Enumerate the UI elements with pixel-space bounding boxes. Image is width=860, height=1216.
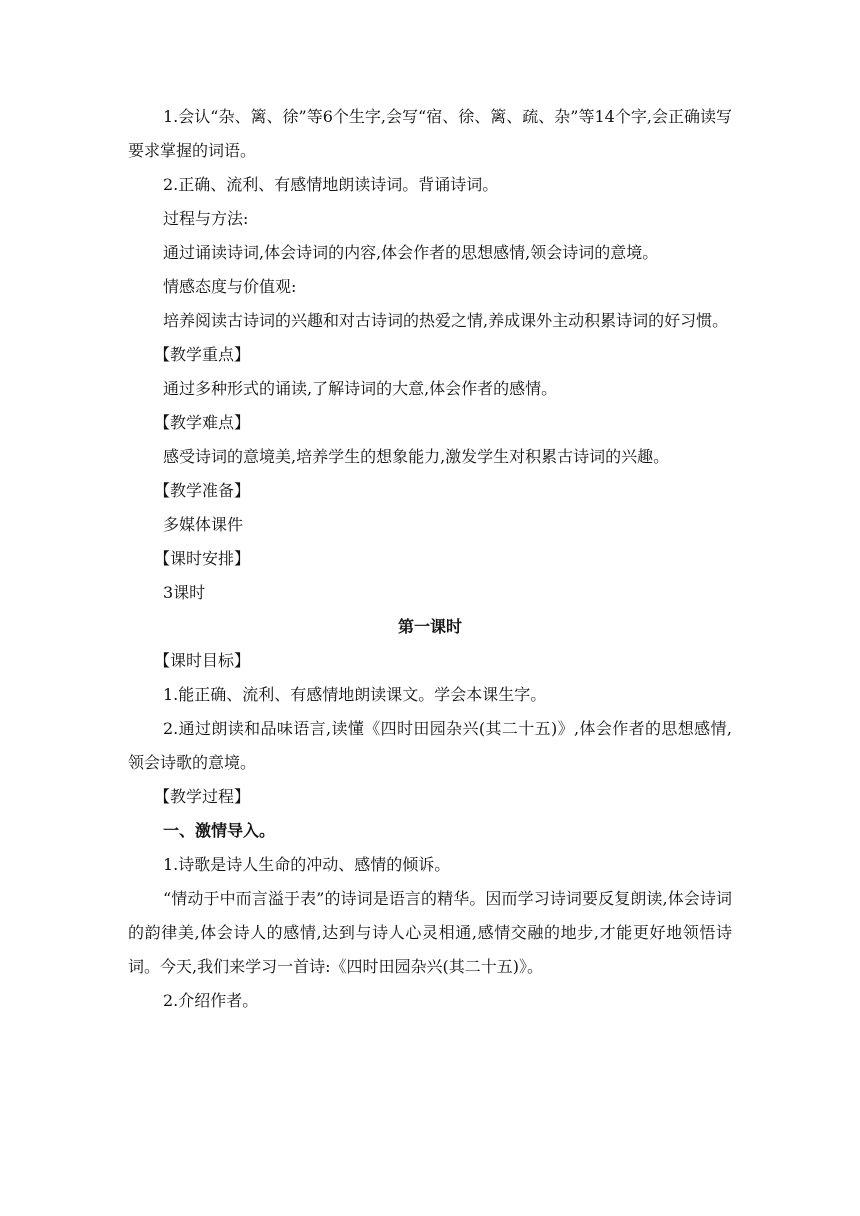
process-method-heading: 过程与方法: [163, 209, 249, 228]
teaching-prep-text: 多媒体课件 [163, 515, 244, 534]
intro-paragraph: “情动于中而言溢于表”的诗词是语言的精华。因而学习诗词要反复朗读,体会诗词的韵律美,体会诗人的感情,达到与诗人心灵相通,感情交融的地步,才能更好地领悟诗词。今天,我们来学习一首诗:《四时田园杂兴(其二十五)》。 [128, 889, 732, 976]
lesson-goals-heading: 【课时目标】 [154, 651, 251, 670]
teaching-prep-heading: 【教学准备】 [154, 481, 251, 500]
section-intro-heading: 一、激情导入。 [163, 821, 276, 840]
lesson-goal-1: 1.能正确、流利、有感情地朗读课文。学会本课生字。 [163, 685, 547, 704]
schedule-heading: 【课时安排】 [154, 549, 251, 568]
objective-2: 2.正确、流利、有感情地朗读诗词。背诵诗词。 [163, 175, 499, 194]
lesson-goal-2: 2.通过朗读和品味语言,读懂《四时田园杂兴(其二十五)》,体会作者的思想感情,领会诗歌的意境。 [128, 719, 732, 772]
intro-point-1: 1.诗歌是诗人生命的冲动、感情的倾诉。 [163, 855, 451, 874]
document-body [128, 100, 732, 1018]
teaching-focus-heading: 【教学重点】 [154, 345, 251, 364]
process-method-text: 通过诵读诗词,体会诗词的内容,体会作者的思想感情,领会诗词的意境。 [163, 243, 659, 262]
teaching-focus-text: 通过多种形式的诵读,了解诗词的大意,体会作者的感情。 [163, 379, 558, 398]
teaching-difficulty-text: 感受诗词的意境美,培养学生的想象能力,激发学生对积累古诗词的兴趣。 [163, 447, 670, 466]
emotion-values-heading: 情感态度与价值观: [163, 277, 297, 296]
lesson-one-title: 第一课时 [397, 617, 462, 636]
teaching-process-heading: 【教学过程】 [154, 787, 251, 806]
schedule-text: 3课时 [163, 583, 206, 602]
teaching-difficulty-heading: 【教学难点】 [154, 413, 251, 432]
intro-point-2: 2.介绍作者。 [163, 991, 259, 1010]
objective-1: 1.会认“杂、篱、徐”等6个生字,会写“宿、徐、篱、疏、杂”等14个字,会正确读写要求掌握的词语。 [128, 107, 732, 160]
emotion-values-text: 培养阅读古诗词的兴趣和对古诗词的热爱之情,养成课外主动积累诗词的好习惯。 [163, 311, 729, 330]
